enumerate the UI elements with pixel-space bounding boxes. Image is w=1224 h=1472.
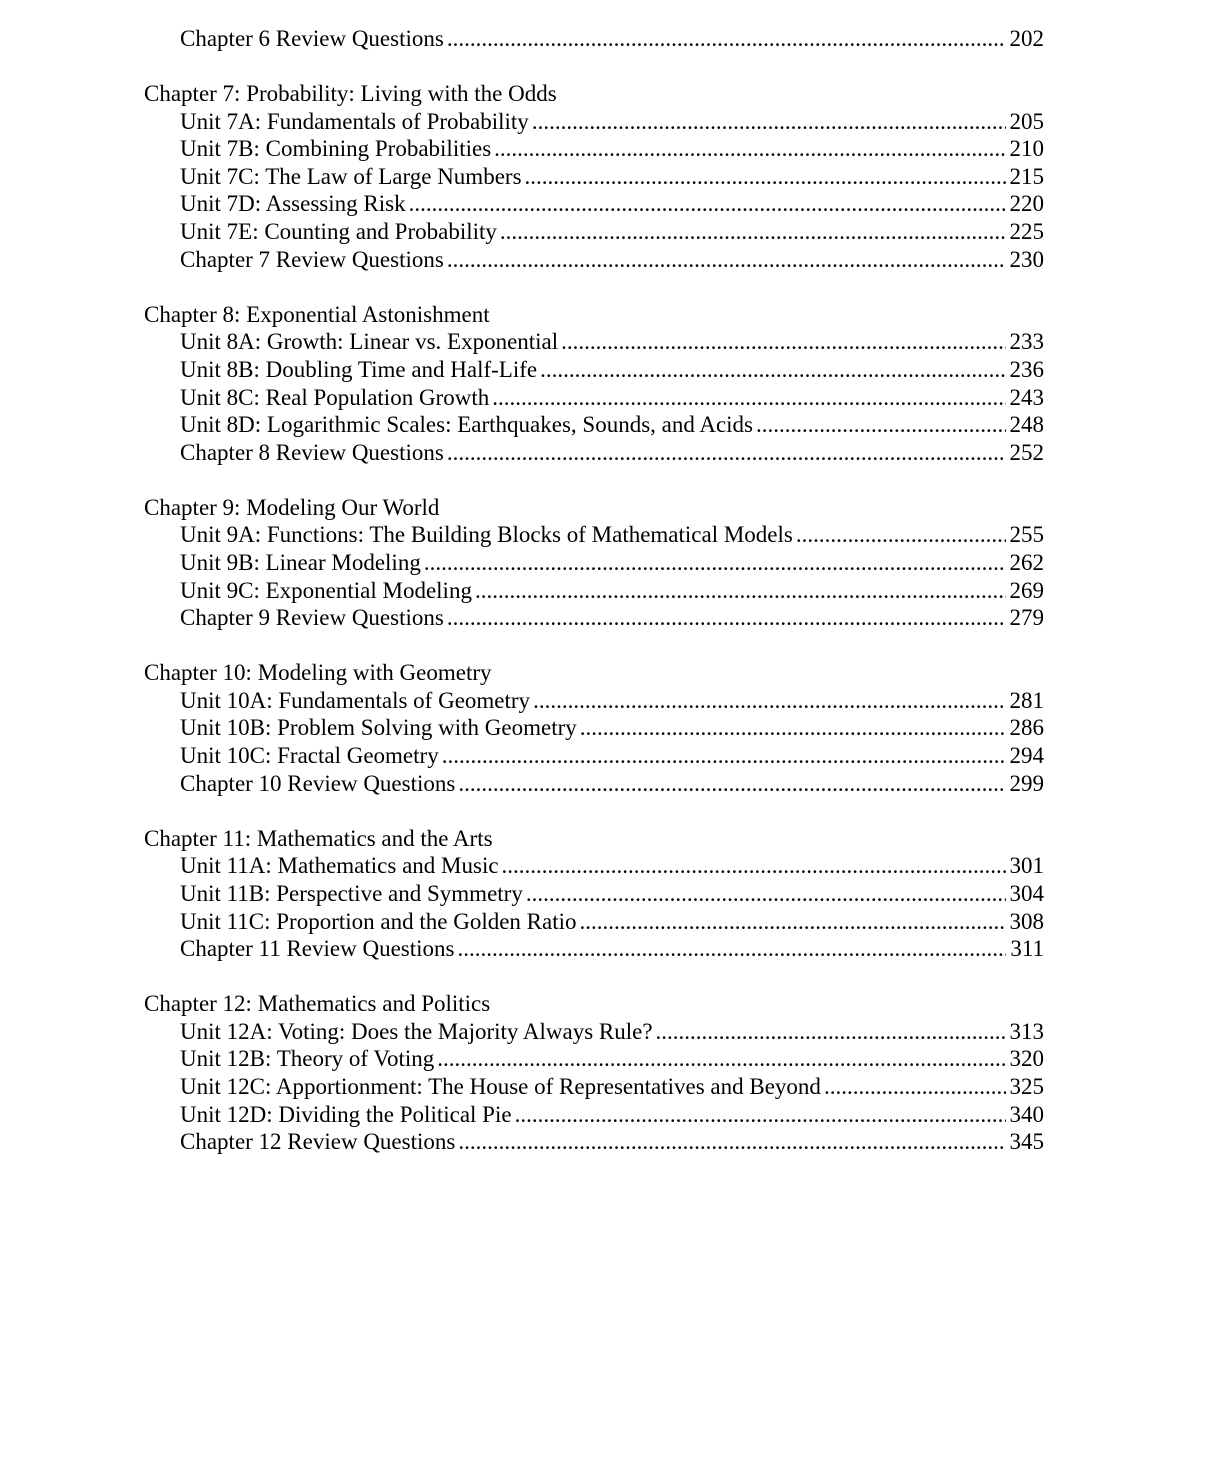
- toc-entry-label: Chapter 7 Review Questions: [180, 246, 444, 272]
- toc-entry: [180, 163, 1044, 191]
- toc-entry-page-number: 325: [1009, 1074, 1044, 1099]
- toc-entry-label: Chapter 9 Review Questions: [180, 605, 444, 631]
- toc-chapter-title: Chapter 12: Mathematics and Politics: [144, 991, 491, 1017]
- dot-leader: [458, 770, 1005, 798]
- toc-entry-label: Unit 7C: The Law of Large Numbers: [180, 163, 522, 189]
- toc-entry-page-number: 230: [1009, 246, 1044, 272]
- table-of-contents: [144, 25, 1044, 1183]
- dot-leader: [447, 439, 1006, 467]
- toc-entry: [180, 880, 1044, 908]
- toc-entry: [180, 1018, 1044, 1046]
- toc-entry: [180, 604, 1044, 632]
- toc-entry: [180, 577, 1044, 605]
- toc-entry-page-number: 262: [1009, 550, 1044, 575]
- toc-chapter: [144, 990, 1044, 1156]
- dot-leader: [494, 135, 1005, 163]
- toc-entry: [180, 25, 1044, 53]
- dot-leader: [447, 25, 1006, 53]
- toc-entry: [180, 135, 1044, 163]
- toc-entry-label: Chapter 8 Review Questions: [180, 439, 444, 465]
- toc-entry-label: Unit 11C: Proportion and the Golden Ratio: [180, 908, 577, 934]
- toc-entry-page-number: 225: [1009, 219, 1044, 245]
- dot-leader: [442, 742, 1006, 770]
- toc-entry-label: Unit 9C: Exponential Modeling: [180, 577, 472, 603]
- dot-leader: [458, 1128, 1005, 1156]
- toc-entry-label: Unit 12C: Apportionment: The House of Representatives and Beyond: [180, 1074, 821, 1099]
- toc-entry-page-number: 308: [1009, 908, 1044, 934]
- toc-entry-page-number: 205: [1009, 108, 1044, 134]
- toc-entry: [180, 108, 1044, 136]
- toc-entry-label: Unit 11A: Mathematics and Music: [180, 853, 499, 879]
- dot-leader: [580, 714, 1006, 742]
- toc-entry-label: Chapter 11 Review Questions: [180, 936, 455, 962]
- toc-chapter: [144, 825, 1044, 963]
- toc-entry-page-number: 301: [1009, 853, 1044, 879]
- dot-leader: [580, 908, 1006, 936]
- dot-leader: [824, 1073, 1006, 1101]
- toc-chapter: [144, 80, 1044, 273]
- toc-entry: [180, 439, 1044, 467]
- toc-chapter-title: Chapter 8: Exponential Astonishment: [144, 301, 490, 327]
- dot-leader: [457, 935, 1006, 963]
- dot-leader: [502, 852, 1006, 880]
- toc-entry: [180, 1128, 1044, 1156]
- toc-entry: [180, 549, 1044, 577]
- toc-entry-page-number: 252: [1009, 439, 1044, 465]
- toc-entry-page-number: 202: [1009, 26, 1044, 51]
- toc-chapter-title: Chapter 7: Probability: Living with the Odds: [144, 81, 557, 107]
- toc-chapter: [144, 25, 1044, 53]
- toc-entry-page-number: 279: [1009, 605, 1044, 631]
- toc-entry-label: Unit 8C: Real Population Growth: [180, 384, 490, 410]
- toc-entry-label: Unit 10B: Problem Solving with Geometry: [180, 715, 577, 741]
- toc-entry-page-number: 320: [1009, 1046, 1044, 1072]
- toc-entry-page-number: 233: [1009, 329, 1044, 355]
- toc-entry-page-number: 236: [1009, 356, 1044, 382]
- toc-entry-page-number: 299: [1009, 770, 1044, 796]
- toc-entry-page-number: 281: [1009, 687, 1044, 713]
- toc-entry: [180, 742, 1044, 770]
- toc-entry-label: Unit 8D: Logarithmic Scales: Earthquakes, Sounds, and Acids: [180, 412, 753, 438]
- toc-entry: [180, 852, 1044, 880]
- dot-leader: [515, 1101, 1006, 1129]
- toc-chapter-title: Chapter 11: Mathematics and the Arts: [144, 825, 493, 851]
- toc-entry: [180, 411, 1044, 439]
- dot-leader: [561, 328, 1005, 356]
- dot-leader: [475, 577, 1006, 605]
- toc-entry-page-number: 340: [1009, 1101, 1044, 1127]
- dot-leader: [447, 604, 1006, 632]
- toc-entry: [180, 687, 1044, 715]
- toc-entry-page-number: 215: [1009, 163, 1044, 189]
- toc-entry-label: Unit 9B: Linear Modeling: [180, 550, 421, 575]
- toc-chapter-title: Chapter 9: Modeling Our World: [144, 494, 440, 520]
- toc-chapter: [144, 659, 1044, 797]
- toc-entry-label: Chapter 6 Review Questions: [180, 26, 444, 51]
- dot-leader: [656, 1018, 1006, 1046]
- toc-entry-label: Unit 7A: Fundamentals of Probability: [180, 108, 529, 134]
- toc-chapter: [144, 301, 1044, 467]
- dot-leader: [447, 246, 1006, 274]
- dot-leader: [540, 356, 1005, 384]
- toc-entry-page-number: 243: [1009, 384, 1044, 410]
- toc-entry-label: Unit 7E: Counting and Probability: [180, 219, 497, 245]
- toc-entry-label: Unit 12B: Theory of Voting: [180, 1046, 435, 1072]
- toc-chapter: [144, 494, 1044, 632]
- toc-entry: [180, 246, 1044, 274]
- toc-entry-label: Chapter 12 Review Questions: [180, 1129, 456, 1155]
- toc-entry: [180, 356, 1044, 384]
- dot-leader: [437, 1045, 1005, 1073]
- toc-entry: [180, 218, 1044, 246]
- toc-entry: [180, 190, 1044, 218]
- toc-entry-page-number: 210: [1009, 136, 1044, 162]
- toc-entry: [180, 521, 1044, 549]
- toc-entry-label: Unit 7D: Assessing Risk: [180, 191, 406, 217]
- dot-leader: [526, 880, 1006, 908]
- toc-entry-page-number: 294: [1009, 743, 1044, 769]
- dot-leader: [756, 411, 1006, 439]
- toc-chapter-title: Chapter 10: Modeling with Geometry: [144, 660, 492, 686]
- toc-entry: [180, 384, 1044, 412]
- toc-entry-label: Unit 11B: Perspective and Symmetry: [180, 880, 523, 906]
- toc-entry: [180, 1073, 1044, 1101]
- toc-entry: [180, 714, 1044, 742]
- dot-leader: [492, 384, 1005, 412]
- toc-entry-page-number: 220: [1009, 191, 1044, 217]
- toc-entry-label: Unit 8A: Growth: Linear vs. Exponential: [180, 329, 559, 355]
- toc-entry-label: Unit 10A: Fundamentals of Geometry: [180, 687, 531, 713]
- toc-entry: [180, 908, 1044, 936]
- toc-entry-page-number: 345: [1009, 1129, 1044, 1155]
- toc-entry-page-number: 248: [1009, 412, 1044, 438]
- toc-entry-label: Unit 12A: Voting: Does the Majority Always Rule?: [180, 1018, 653, 1044]
- dot-leader: [409, 190, 1006, 218]
- toc-entry: [180, 328, 1044, 356]
- toc-entry-label: Unit 10C: Fractal Geometry: [180, 743, 439, 769]
- toc-entry-page-number: 255: [1009, 522, 1044, 548]
- toc-entry-page-number: 311: [1010, 936, 1044, 962]
- dot-leader: [533, 687, 1005, 715]
- dot-leader: [532, 108, 1006, 136]
- toc-entry-label: Unit 7B: Combining Probabilities: [180, 136, 492, 162]
- dot-leader: [424, 549, 1006, 577]
- toc-entry-page-number: 304: [1009, 880, 1044, 906]
- toc-entry-label: Unit 12D: Dividing the Political Pie: [180, 1101, 512, 1127]
- toc-entry: [180, 770, 1044, 798]
- toc-entry-page-number: 313: [1009, 1018, 1044, 1044]
- dot-leader: [525, 163, 1006, 191]
- toc-entry: [180, 1101, 1044, 1129]
- toc-entry-label: Chapter 10 Review Questions: [180, 770, 456, 796]
- toc-entry-page-number: 269: [1009, 577, 1044, 603]
- dot-leader: [796, 521, 1006, 549]
- toc-entry-label: Unit 8B: Doubling Time and Half-Life: [180, 356, 538, 382]
- toc-entry-page-number: 286: [1009, 715, 1044, 741]
- dot-leader: [500, 218, 1006, 246]
- toc-entry-label: Unit 9A: Functions: The Building Blocks of Mathematical Models: [180, 522, 793, 548]
- toc-entry: [180, 1045, 1044, 1073]
- toc-entry: [180, 935, 1044, 963]
